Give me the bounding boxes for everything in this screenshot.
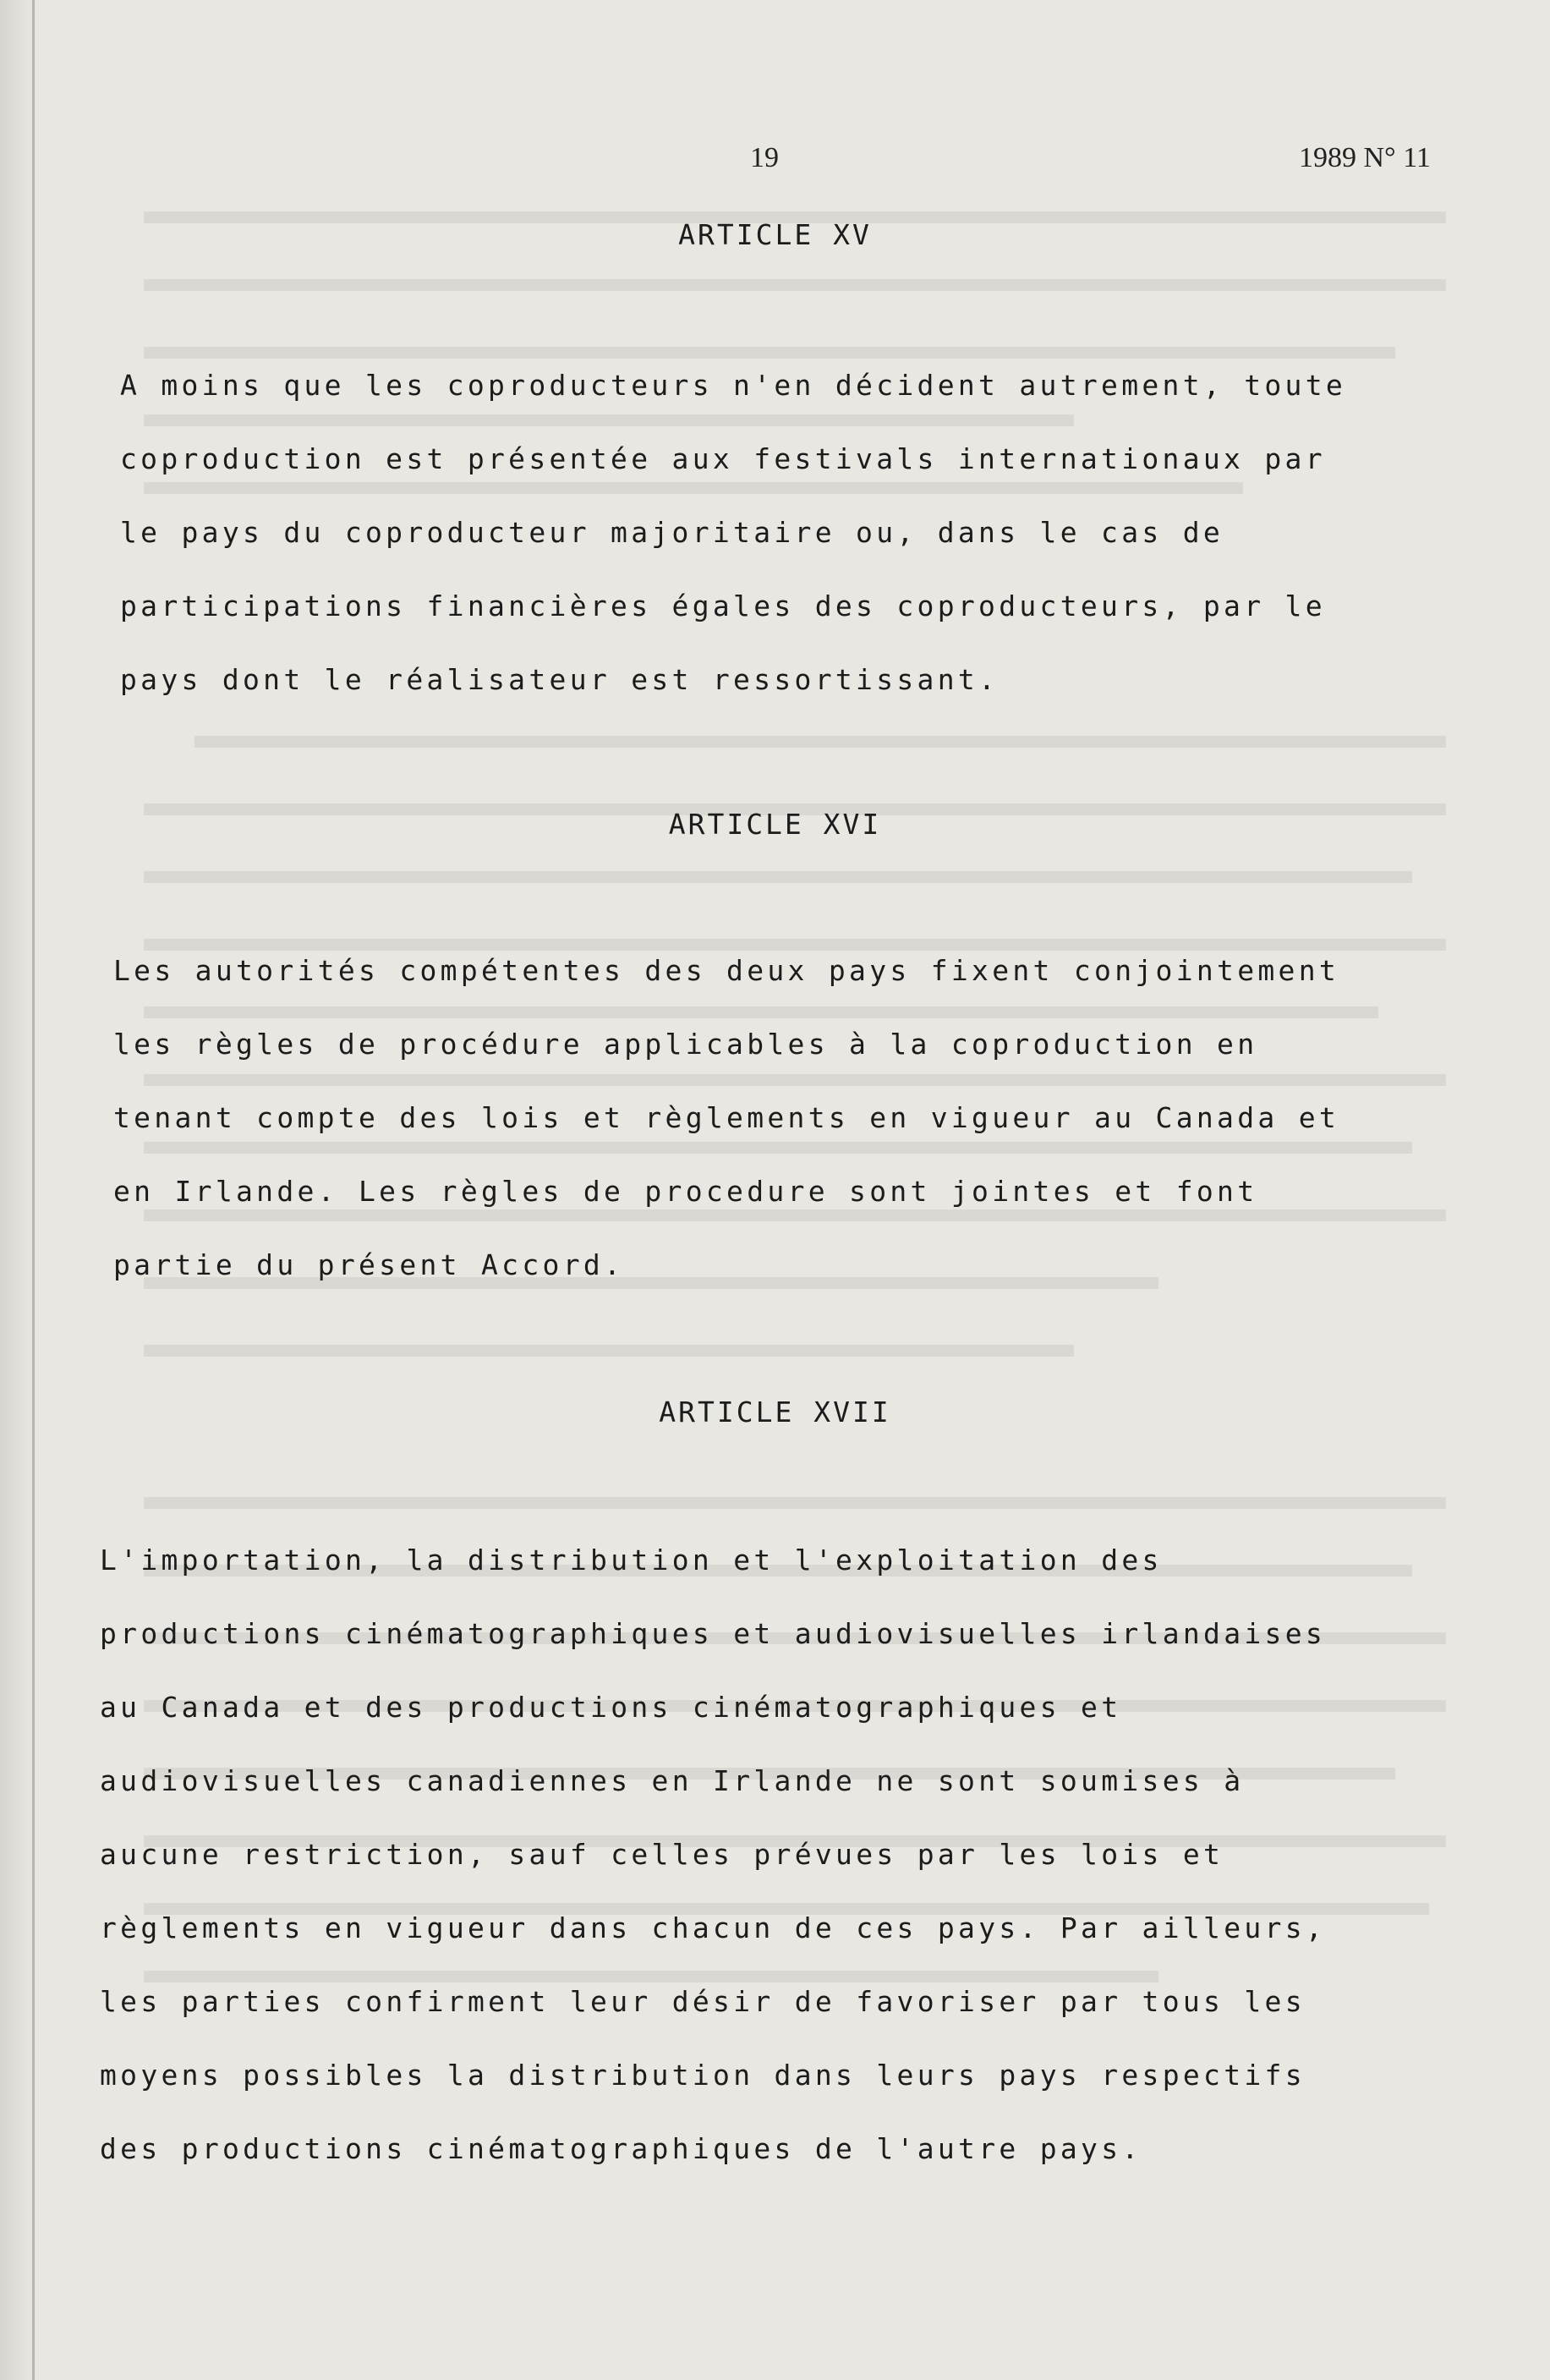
paragraph-line: règlements en vigueur dans chacun de ces pays. Par ailleurs,	[100, 1911, 1327, 1944]
page-binding-edge	[32, 0, 35, 2380]
paragraph-line: productions cinématographiques et audiovisuelles irlandaises	[100, 1617, 1327, 1650]
article-heading: ARTICLE XVI	[668, 808, 882, 841]
page-number: 19	[750, 142, 779, 173]
paragraph-line: les parties confirment leur désir de favoriser par tous les	[100, 1985, 1306, 2018]
paragraph-line: A moins que les coproducteurs n'en décident autrement, toute	[120, 369, 1347, 402]
paragraph-line: partie du présent Accord.	[113, 1248, 625, 1281]
paragraph-line: L'importation, la distribution et l'exploitation des	[100, 1544, 1163, 1577]
paragraph-line: moyens possibles la distribution dans leurs pays respectifs	[100, 2059, 1306, 2092]
paragraph-line: des productions cinématographiques de l'autre pays.	[100, 2132, 1142, 2165]
issue-reference: 1989 N° 11	[1299, 142, 1431, 173]
paragraph-line: aucune restriction, sauf celles prévues par les lois et	[100, 1838, 1224, 1871]
paragraph-line: tenant compte des lois et règlements en vigueur au Canada et	[113, 1101, 1340, 1134]
page-header	[0, 142, 1550, 184]
paragraph-line: Les autorités compétentes des deux pays fixent conjointement	[113, 954, 1340, 987]
paragraph-line: pays dont le réalisateur est ressortissant.	[120, 663, 1000, 696]
paragraph-line: audiovisuelles canadiennes en Irlande ne sont soumises à	[100, 1764, 1245, 1797]
paragraph-line: participations financières égales des coproducteurs, par le	[120, 590, 1326, 622]
paragraph-line: les règles de procédure applicables à la coproduction en	[113, 1028, 1258, 1061]
paragraph-line: le pays du coproducteur majoritaire ou, dans le cas de	[120, 516, 1224, 549]
paragraph-line: en Irlande. Les règles de procedure sont jointes et font	[113, 1175, 1258, 1208]
paragraph-line: coproduction est présentée aux festivals internationaux par	[120, 442, 1326, 475]
article-heading: ARTICLE XVII	[659, 1396, 891, 1429]
paragraph-line: au Canada et des productions cinématographiques et	[100, 1691, 1122, 1724]
article-heading: ARTICLE XV	[678, 218, 872, 251]
